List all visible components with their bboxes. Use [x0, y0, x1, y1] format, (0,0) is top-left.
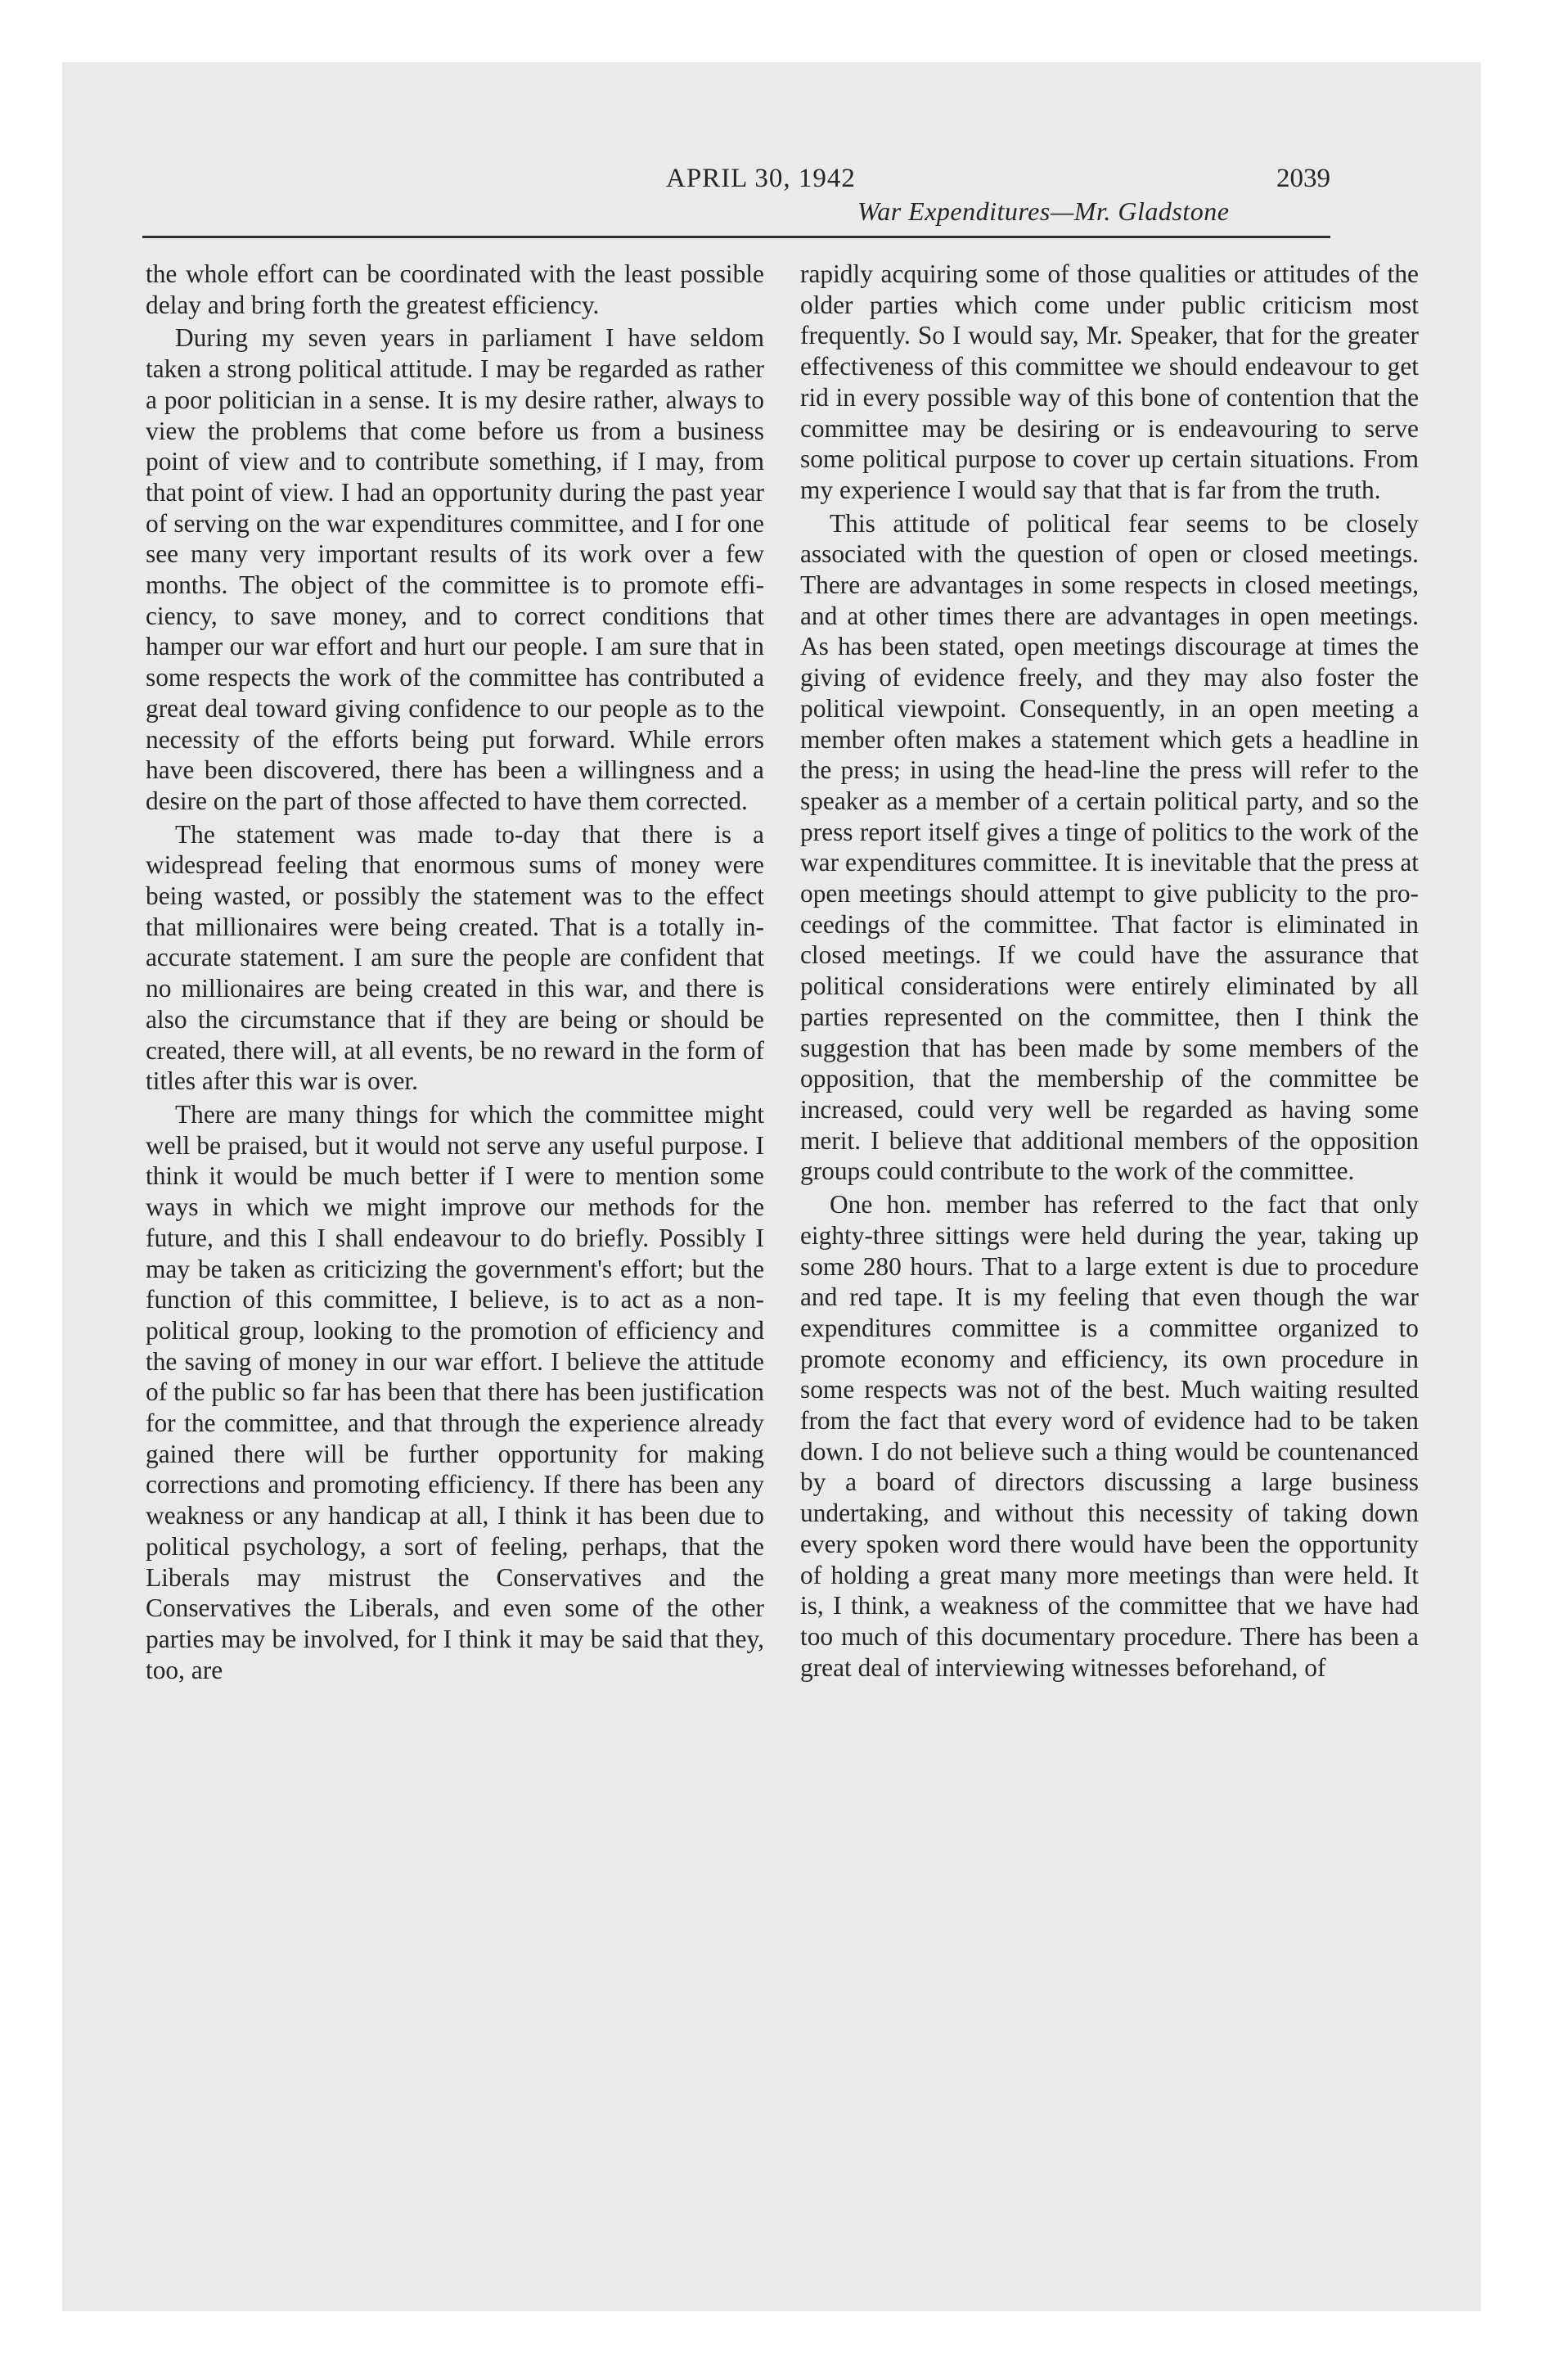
right-column: [800, 259, 1419, 1685]
paragraph: rapidly acquiring some of those qualities or attitudes of the older parties which come under public criticism most frequently. So I would say, Mr. Speaker, that for the greater effectiveness of this committee we should endeavour to get rid in every possible way of this bone of contention that the committee may be desiring or is endeavouring to serve some political purpose to cover up certain situations. From my experience I would say that that is far from the truth.: [800, 259, 1419, 504]
paragraph: During my seven years in parliament I have seldom taken a strong political attitude. I may be regarded as rather a poor politician in a sense. It is my desire rather, always to view the problems that come before us from a business point of view and to contribute something, if I may, from that point of view. I had an opportunity during the past year of serving on the war expenditures committee, and I for one see many very important results of its work over a few months. The object of the committee is to promote efficiency, to save money, and to correct conditions that hamper our war effort and hurt our people. I am sure that in some respects the work of the committee has contributed a great deal toward giving confidence to our people as to the necessity of the efforts being put forward. While errors have been discovered, there has been a willingness and a desire on the part of those affected to have them corrected.: [146, 323, 764, 815]
left-column: [146, 259, 764, 1688]
page-header: [142, 95, 1330, 241]
paragraph: The statement was made to-day that there is a widespread feeling that enormous sums of money were being wasted, or possibly the statement was to the effect that millionaires were being created. That is a totally inaccurate statement. I am sure the people are confident that no millionaires are being created in this war, and there is also the circumstance that if they are being or should be created, there will, at all events, be no reward in the form of titles after this war is over.: [146, 819, 764, 1096]
paragraph: One hon. member has referred to the fact that only eighty-three sittings were held during the year, taking up some 280 hours. That to a large extent is due to procedure and red tape. It is my feeling that even though the war expenditures committee is a committee organized to promote economy and efficiency, its own procedure in some respects was not of the best. Much waiting resulted from the fact that every word of evidence had to be taken down. I do not believe such a thing would be countenanced by a board of directors discussing a large business undertaking, and without this necessity of taking down every spoken word there would have been the opportunity of holding a great many more meetings than were held. It is, I think, a weakness of the committee that we have had too much of this documentary procedure. There has been a great deal of interviewing witnesses beforehand, of: [800, 1190, 1419, 1682]
header-rule: [142, 236, 1330, 238]
page-number: 2039: [1276, 164, 1330, 193]
paragraph: This attitude of political fear seems to be closely associated with the question of open or closed meetings. There are advantages in some respects in closed meetings, and at other times there are advantages in open meetings. As has been stated, open meetings discourage at times the giving of evidence freely, and they may also foster the political viewpoint. Consequently, in an open meeting a member often makes a statement which gets a headline in the press; in using the head-line the press will refer to the speaker as a member of a certain political party, and so the press report itself gives a tinge of politics to the work of the war expenditures committee. It is inevitable that the press at open meetings should attempt to give publicity to the proceedings of the committee. That factor is eliminated in closed meetings. If we could have the assurance that political considerations were entirely eliminated by all parties represented on the committee, then I think the suggestion that has been made by some members of the opposition, that the membership of the committee be increased, could very well be regarded as having some merit. I believe that additional members of the opposition groups could contribute to the work of the committee.: [800, 508, 1419, 1186]
paragraph: There are many things for which the committee might well be praised, but it would not serve any useful purpose. I think it would be much better if I were to mention some ways in which we might improve our methods for the future, and this I shall endeavour to do briefly. Possibly I may be taken as criticizing the government's effort; but the function of this committee, I believe, is to act as a non-political group, looking to the promotion of efficiency and the saving of money in our war effort. I believe the attitude of the public so far has been that there has been justification for the committee, and that through the experience already gained there will be further opportunity for making corrections and promoting efficiency. If there has been any weakness or any handicap at all, I think it has been due to political psychology, a sort of feeling, perhaps, that the Liberals may mistrust the Conservatives and the Conservatives the Liberals, and even some of the other parties may be involved, for I think it may be said that they, too, are: [146, 1099, 764, 1684]
paragraph: the whole effort can be coordinated with the least possible delay and bring forth the greatest efficiency.: [146, 259, 764, 319]
running-title: War Expenditures—Mr. Gladstone: [857, 196, 1230, 226]
header-date: APRIL 30, 1942: [666, 164, 856, 193]
